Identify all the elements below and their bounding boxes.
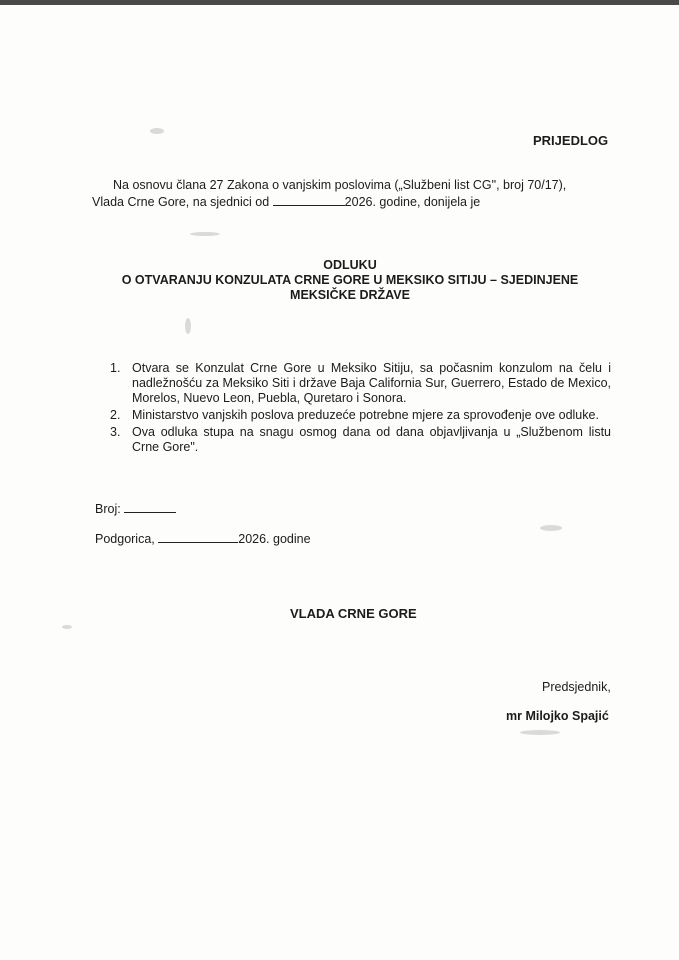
article-item <box>110 408 611 423</box>
president-title: Predsjednik, <box>542 680 611 694</box>
scan-speck <box>190 232 220 236</box>
heading-line-2: O OTVARANJU KONZULATA CRNE GORE U MEKSIKO SITIJU – SJEDINJENE <box>121 273 579 287</box>
place-date <box>95 531 311 546</box>
article-number: 2. <box>110 408 121 422</box>
session-date-blank <box>273 194 345 206</box>
scan-speck <box>540 525 562 531</box>
date-blank <box>158 531 238 543</box>
preamble <box>92 177 612 211</box>
reference-blank <box>124 501 176 513</box>
reference-label: Broj: <box>95 502 121 516</box>
preamble-year-text: 2026. godine, donijela je <box>344 195 481 209</box>
place-date-text: 2026. godine <box>238 532 311 546</box>
article-text: Ova odluka stupa na snagu osmog dana od dana objavljivanja u „Službenom listu Crne Gore". <box>132 425 611 454</box>
heading-line-3: MEKSIČKE DRŽAVE <box>290 288 410 302</box>
article-number: 1. <box>110 361 121 375</box>
scan-speck <box>150 128 164 134</box>
preamble-session-text: Vlada Crne Gore, na sjednici od <box>92 195 270 209</box>
scan-speck <box>520 730 560 735</box>
preamble-line-1: Na osnovu člana 27 Zakona o vanjskim poslovima („Službeni list CG", broj 70/17), <box>113 178 567 192</box>
proposal-label: PRIJEDLOG <box>533 133 609 148</box>
articles-list <box>90 361 611 457</box>
article-text: Otvara se Konzulat Crne Gore u Meksiko Sitiju, sa počasnim konzulom na čelu i nadležnošću za Meksiko Siti i države Baja California Sur, Guerrero, Estado de Mexico, Morelos, Nuevo Leon, Puebla, Quretaro i Sonora. <box>132 361 611 405</box>
government-name: VLADA CRNE GORE <box>290 606 417 621</box>
place-label: Podgorica, <box>95 532 155 546</box>
article-item <box>110 361 611 406</box>
preamble-line-2 <box>92 194 612 211</box>
decision-heading <box>90 258 610 303</box>
article-item <box>110 425 611 455</box>
article-number: 3. <box>110 425 121 439</box>
heading-line-1: ODLUKU <box>323 258 377 272</box>
president-name: mr Milojko Spajić <box>506 709 609 723</box>
scan-speck <box>62 625 72 629</box>
scan-speck <box>185 318 191 334</box>
article-text: Ministarstvo vanjskih poslova preduzeće potrebne mjere za sprovođenje ove odluke. <box>132 408 599 422</box>
scan-edge <box>0 0 679 5</box>
reference-number <box>95 501 176 516</box>
